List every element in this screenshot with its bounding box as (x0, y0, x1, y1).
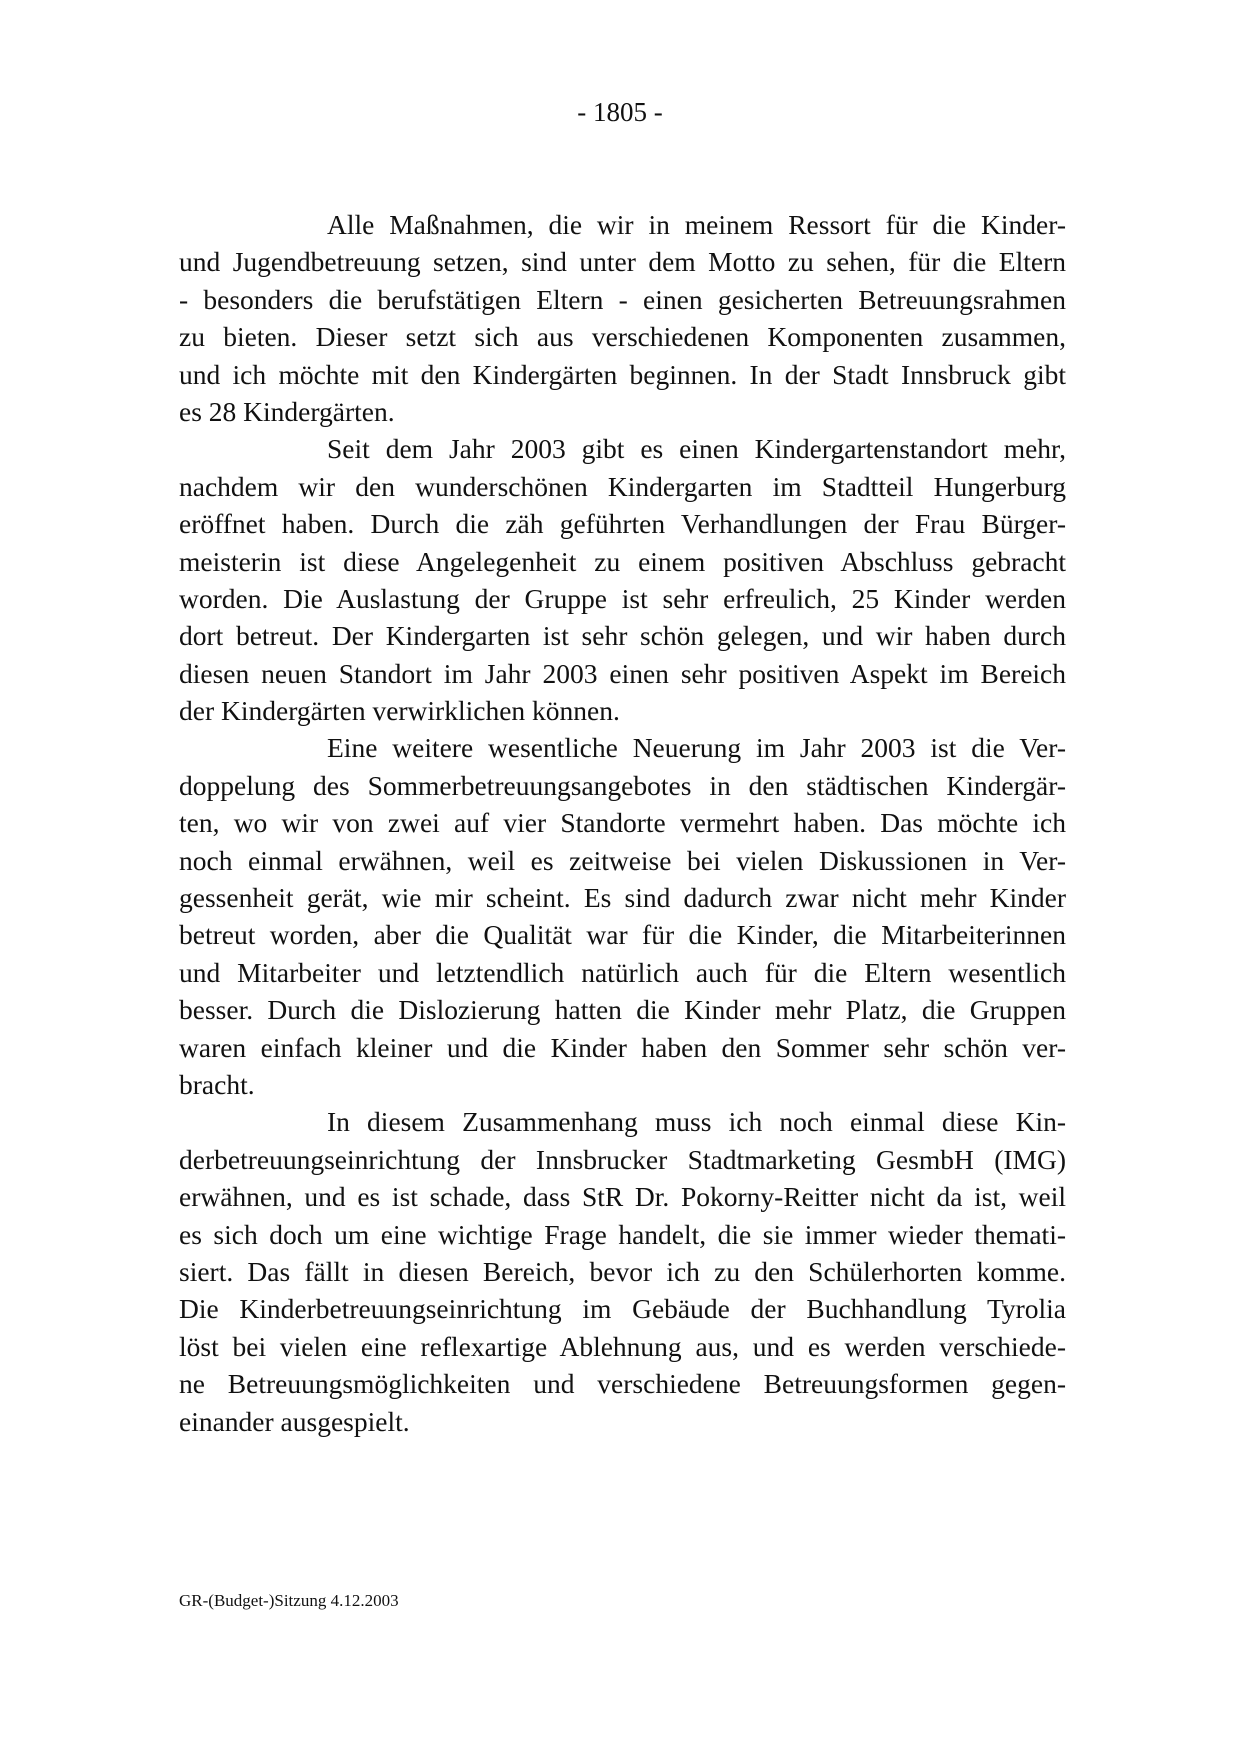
paragraph (179, 1103, 1066, 1440)
text-line: erwähnen, und es ist schade, dass StR Dr. Pokorny-Reitter nicht da ist, weil (179, 1181, 1066, 1213)
text-line: derbetreuungseinrichtung der Innsbrucker Stadtmarketing GesmbH (IMG) (179, 1143, 1066, 1175)
body-text (179, 206, 1066, 1440)
text-line: löst bei vielen eine reflexartige Ablehnung aus, und es werden verschiede- (179, 1330, 1066, 1362)
text-line: gessenheit gerät, wie mir scheint. Es sind dadurch zwar nicht mehr Kinder (179, 882, 1066, 914)
text-line: es sich doch um eine wichtige Frage handelt, die sie immer wieder themati- (179, 1218, 1066, 1250)
paragraph (179, 729, 1066, 1103)
paragraph (179, 206, 1066, 430)
text-line: dort betreut. Der Kindergarten ist sehr schön gelegen, und wir haben durch (179, 620, 1066, 652)
text-line: Die Kinderbetreuungseinrichtung im Gebäude der Buchhandlung Tyrolia (179, 1293, 1066, 1325)
footer: GR-(Budget-)Sitzung 4.12.2003 (179, 1591, 399, 1610)
text-line: und ich möchte mit den Kindergärten beginnen. In der Stadt Innsbruck gibt (179, 358, 1066, 390)
text-line: besser. Durch die Dislozierung hatten die Kinder mehr Platz, die Gruppen (179, 994, 1066, 1026)
text-line: eröffnet haben. Durch die zäh geführten Verhandlungen der Frau Bürger- (179, 508, 1066, 540)
text-line: bracht. (179, 1068, 255, 1100)
text-line: - besonders die berufstätigen Eltern - einen gesicherten Betreuungsrahmen (179, 283, 1066, 315)
text-line: ne Betreuungsmöglichkeiten und verschiedene Betreuungsformen gegen- (179, 1368, 1066, 1400)
text-line: es 28 Kindergärten. (179, 395, 395, 427)
text-line: Alle Maßnahmen, die wir in meinem Ressort für die Kinder- (327, 209, 1066, 240)
page-number: - 1805 - (577, 97, 663, 127)
text-line: nachdem wir den wunderschönen Kindergarten im Stadtteil Hungerburg (179, 470, 1066, 502)
text-line: und Jugendbetreuung setzen, sind unter dem Motto zu sehen, für die Eltern (179, 246, 1066, 278)
text-line: Eine weitere wesentliche Neuerung im Jahr 2003 ist die Ver- (327, 732, 1066, 764)
text-line: doppelung des Sommerbetreuungsangebotes in den städtischen Kindergär- (179, 769, 1066, 801)
text-line: und Mitarbeiter und letztendlich natürlich auch für die Eltern wesentlich (179, 956, 1066, 988)
paragraph (179, 430, 1066, 729)
text-line: siert. Das fällt in diesen Bereich, bevor ich zu den Schülerhorten komme. (179, 1255, 1066, 1287)
text-line: der Kindergärten verwirklichen können. (179, 695, 620, 727)
text-line: einander ausgespielt. (179, 1405, 410, 1437)
text-line: waren einfach kleiner und die Kinder haben den Sommer sehr schön ver- (179, 1031, 1066, 1063)
text-line: noch einmal erwähnen, weil es zeitweise bei vielen Diskussionen in Ver- (179, 844, 1066, 876)
text-line: diesen neuen Standort im Jahr 2003 einen sehr positiven Aspekt im Bereich (179, 657, 1066, 689)
text-line: ten, wo wir von zwei auf vier Standorte vermehrt haben. Das möchte ich (179, 807, 1066, 839)
text-line: Seit dem Jahr 2003 gibt es einen Kindergartenstandort mehr, (327, 433, 1066, 465)
text-line: worden. Die Auslastung der Gruppe ist sehr erfreulich, 25 Kinder werden (179, 582, 1066, 614)
text-line: meisterin ist diese Angelegenheit zu einem positiven Abschluss gebracht (179, 545, 1066, 577)
text-line: betreut worden, aber die Qualität war für die Kinder, die Mitarbeiterinnen (179, 919, 1066, 951)
text-line: In diesem Zusammenhang muss ich noch einmal diese Kin- (327, 1106, 1066, 1138)
text-line: zu bieten. Dieser setzt sich aus verschiedenen Komponenten zusammen, (179, 321, 1066, 353)
